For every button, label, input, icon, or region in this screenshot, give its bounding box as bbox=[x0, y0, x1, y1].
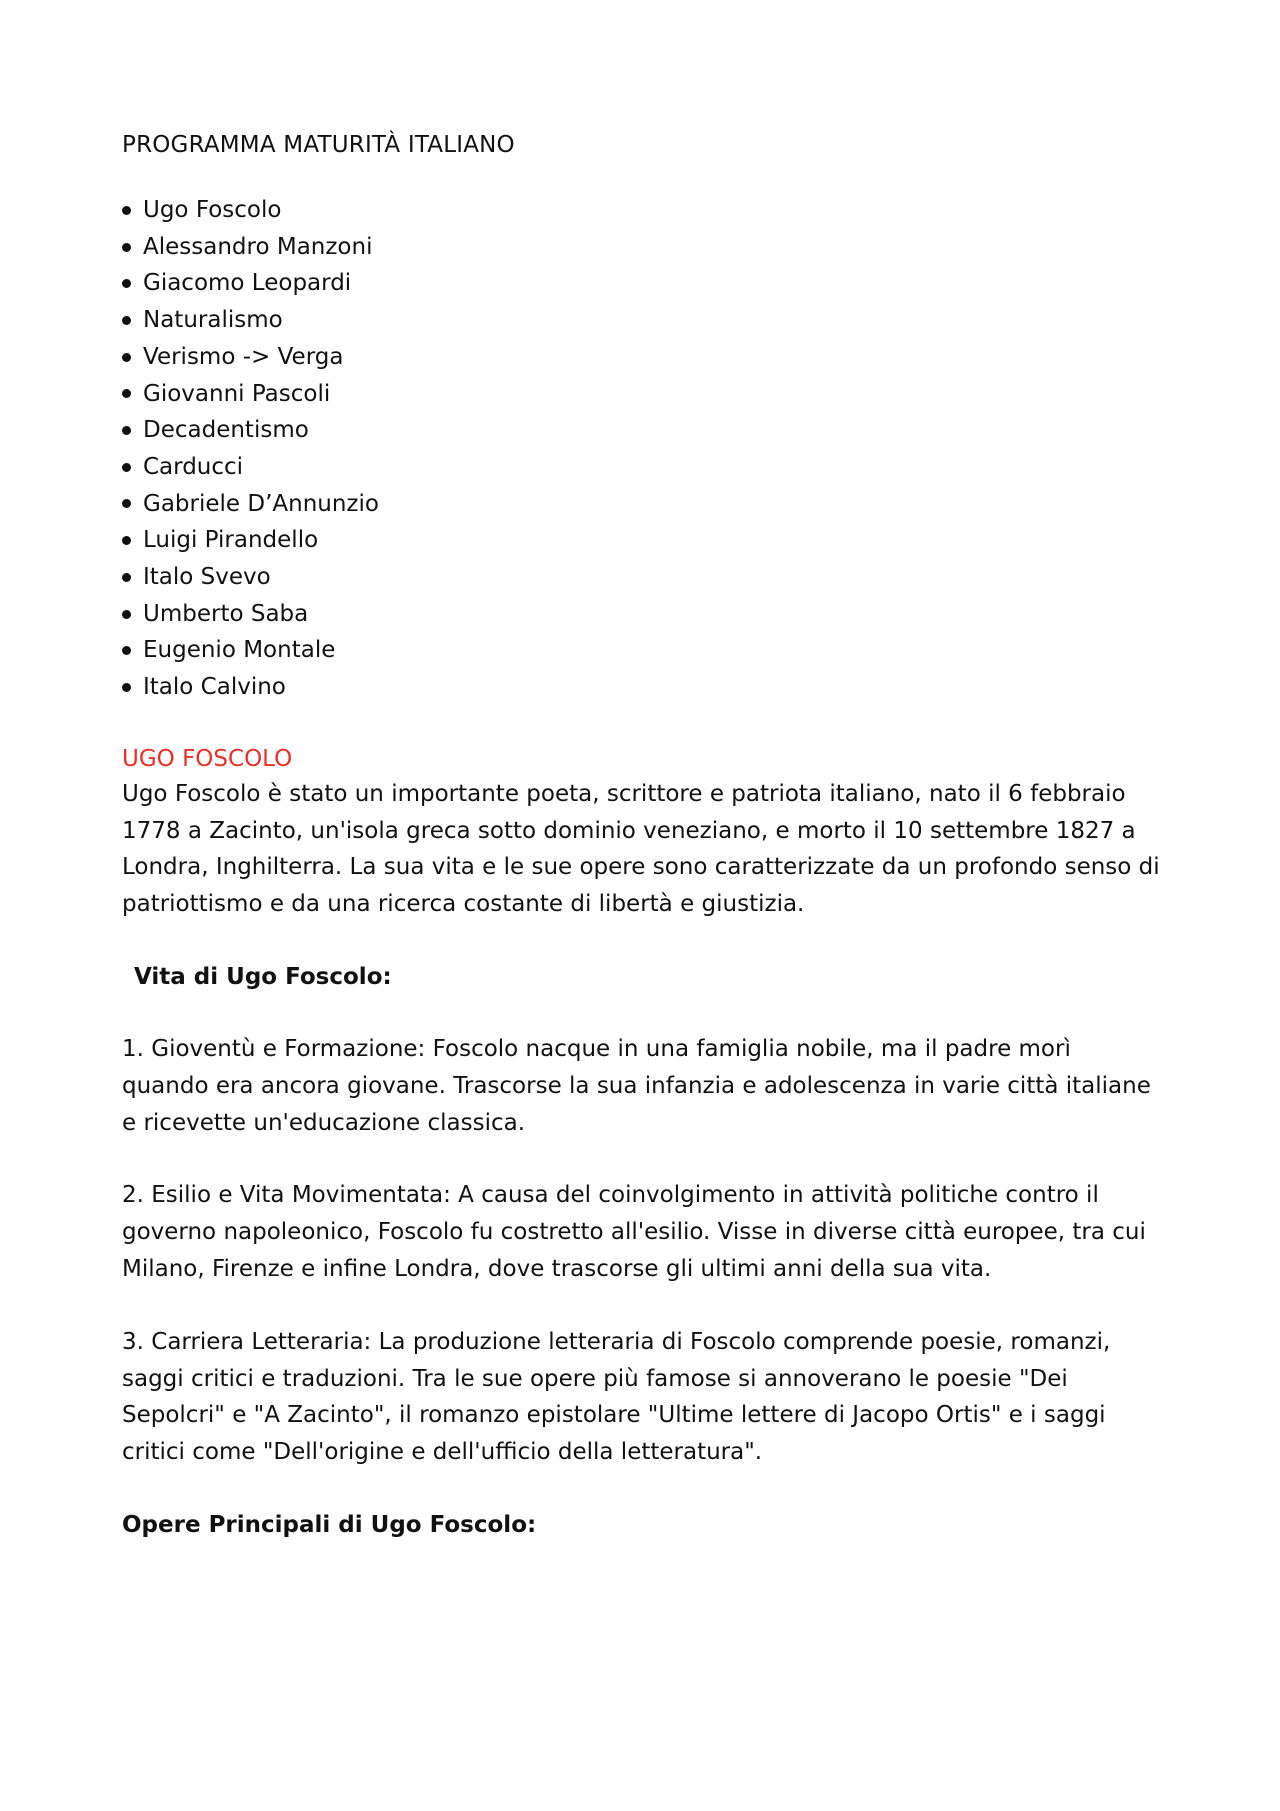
list-item bbox=[122, 412, 1160, 449]
bullet-icon bbox=[122, 683, 131, 692]
bullet-icon bbox=[122, 243, 131, 252]
bullet-icon bbox=[122, 426, 131, 435]
bullet-icon bbox=[122, 353, 131, 362]
bullet-icon bbox=[122, 206, 131, 215]
list-item bbox=[122, 559, 1160, 596]
bullet-icon bbox=[122, 463, 131, 472]
bullet-icon bbox=[122, 499, 131, 508]
list-item bbox=[122, 302, 1160, 339]
bullet-icon bbox=[122, 389, 131, 398]
bullet-icon bbox=[122, 536, 131, 545]
list-item bbox=[122, 192, 1160, 229]
list-item-label: Italo Svevo bbox=[143, 564, 271, 591]
works-heading: Opere Principali di Ugo Foscolo: bbox=[122, 1512, 537, 1538]
list-item bbox=[122, 265, 1160, 302]
list-item-label: Gabriele D’Annunzio bbox=[143, 490, 379, 517]
life-heading: Vita di Ugo Foscolo: bbox=[134, 964, 392, 991]
list-item bbox=[122, 632, 1160, 669]
list-item-label: Naturalismo bbox=[143, 307, 283, 334]
list-item-label: Eugenio Montale bbox=[143, 637, 336, 664]
list-item bbox=[122, 339, 1160, 376]
bullet-icon bbox=[122, 279, 131, 288]
list-item-label: Verismo -> Verga bbox=[143, 343, 344, 370]
list-item-label: Carducci bbox=[143, 453, 244, 480]
list-item-label: Giovanni Pascoli bbox=[143, 380, 331, 407]
list-item bbox=[122, 669, 1160, 706]
topic-list bbox=[122, 192, 1160, 706]
bullet-icon bbox=[122, 573, 131, 582]
list-item bbox=[122, 486, 1160, 523]
bullet-icon bbox=[122, 646, 131, 655]
list-item-label: Italo Calvino bbox=[143, 674, 286, 701]
list-item bbox=[122, 522, 1160, 559]
list-item-label: Luigi Pirandello bbox=[143, 527, 319, 554]
list-item-label: Umberto Saba bbox=[143, 600, 309, 627]
list-item-label: Giacomo Leopardi bbox=[143, 270, 352, 297]
document-title: PROGRAMMA MATURITÀ ITALIANO bbox=[122, 132, 515, 158]
bullet-icon bbox=[122, 316, 131, 325]
list-item bbox=[122, 449, 1160, 486]
list-item bbox=[122, 596, 1160, 633]
life-point: 1. Gioventù e Formazione: Foscolo nacque in una famiglia nobile, ma il padre morì quando era ancora giovane. Trascorse la sua infanzia e adolescenza in varie città italiane e ricevette un'educazione classica. bbox=[122, 1036, 1151, 1136]
life-point: 3. Carriera Letteraria: La produzione letteraria di Foscolo comprende poesie, romanzi, saggi critici e traduzioni. Tra le sue opere più famose si annoverano le poesie "Dei Sepolcri" e "A Zacinto", il romanzo epistolare "Ultime lettere di Jacopo Ortis" e i saggi critici come "Dell'origine e dell'ufficio della letteratura". bbox=[122, 1328, 1111, 1466]
list-item bbox=[122, 229, 1160, 266]
bullet-icon bbox=[122, 610, 131, 619]
list-item bbox=[122, 376, 1160, 413]
list-item-label: Decadentismo bbox=[143, 417, 309, 444]
intro-paragraph: Ugo Foscolo è stato un importante poeta, scrittore e patriota italiano, nato il 6 febbraio 1778 a Zacinto, un'isola greca sotto dominio veneziano, e morto il 10 settembre 1827 a Londra, Inghilterra. La sua vita e le sue opere sono caratterizzate da un profondo senso di patriottismo e da una ricerca costante di libertà e giustizia. bbox=[122, 780, 1160, 918]
life-point: 2. Esilio e Vita Movimentata: A causa del coinvolgimento in attività politiche contro il governo napoleonico, Foscolo fu costretto all'esilio. Visse in diverse città europee, tra cui Milano, Firenze e infine Londra, dove trascorse gli ultimi anni della sua vita. bbox=[122, 1182, 1146, 1283]
list-item-label: Ugo Foscolo bbox=[143, 197, 282, 223]
section-heading: UGO FOSCOLO bbox=[122, 745, 293, 772]
list-item-label: Alessandro Manzoni bbox=[143, 233, 373, 260]
